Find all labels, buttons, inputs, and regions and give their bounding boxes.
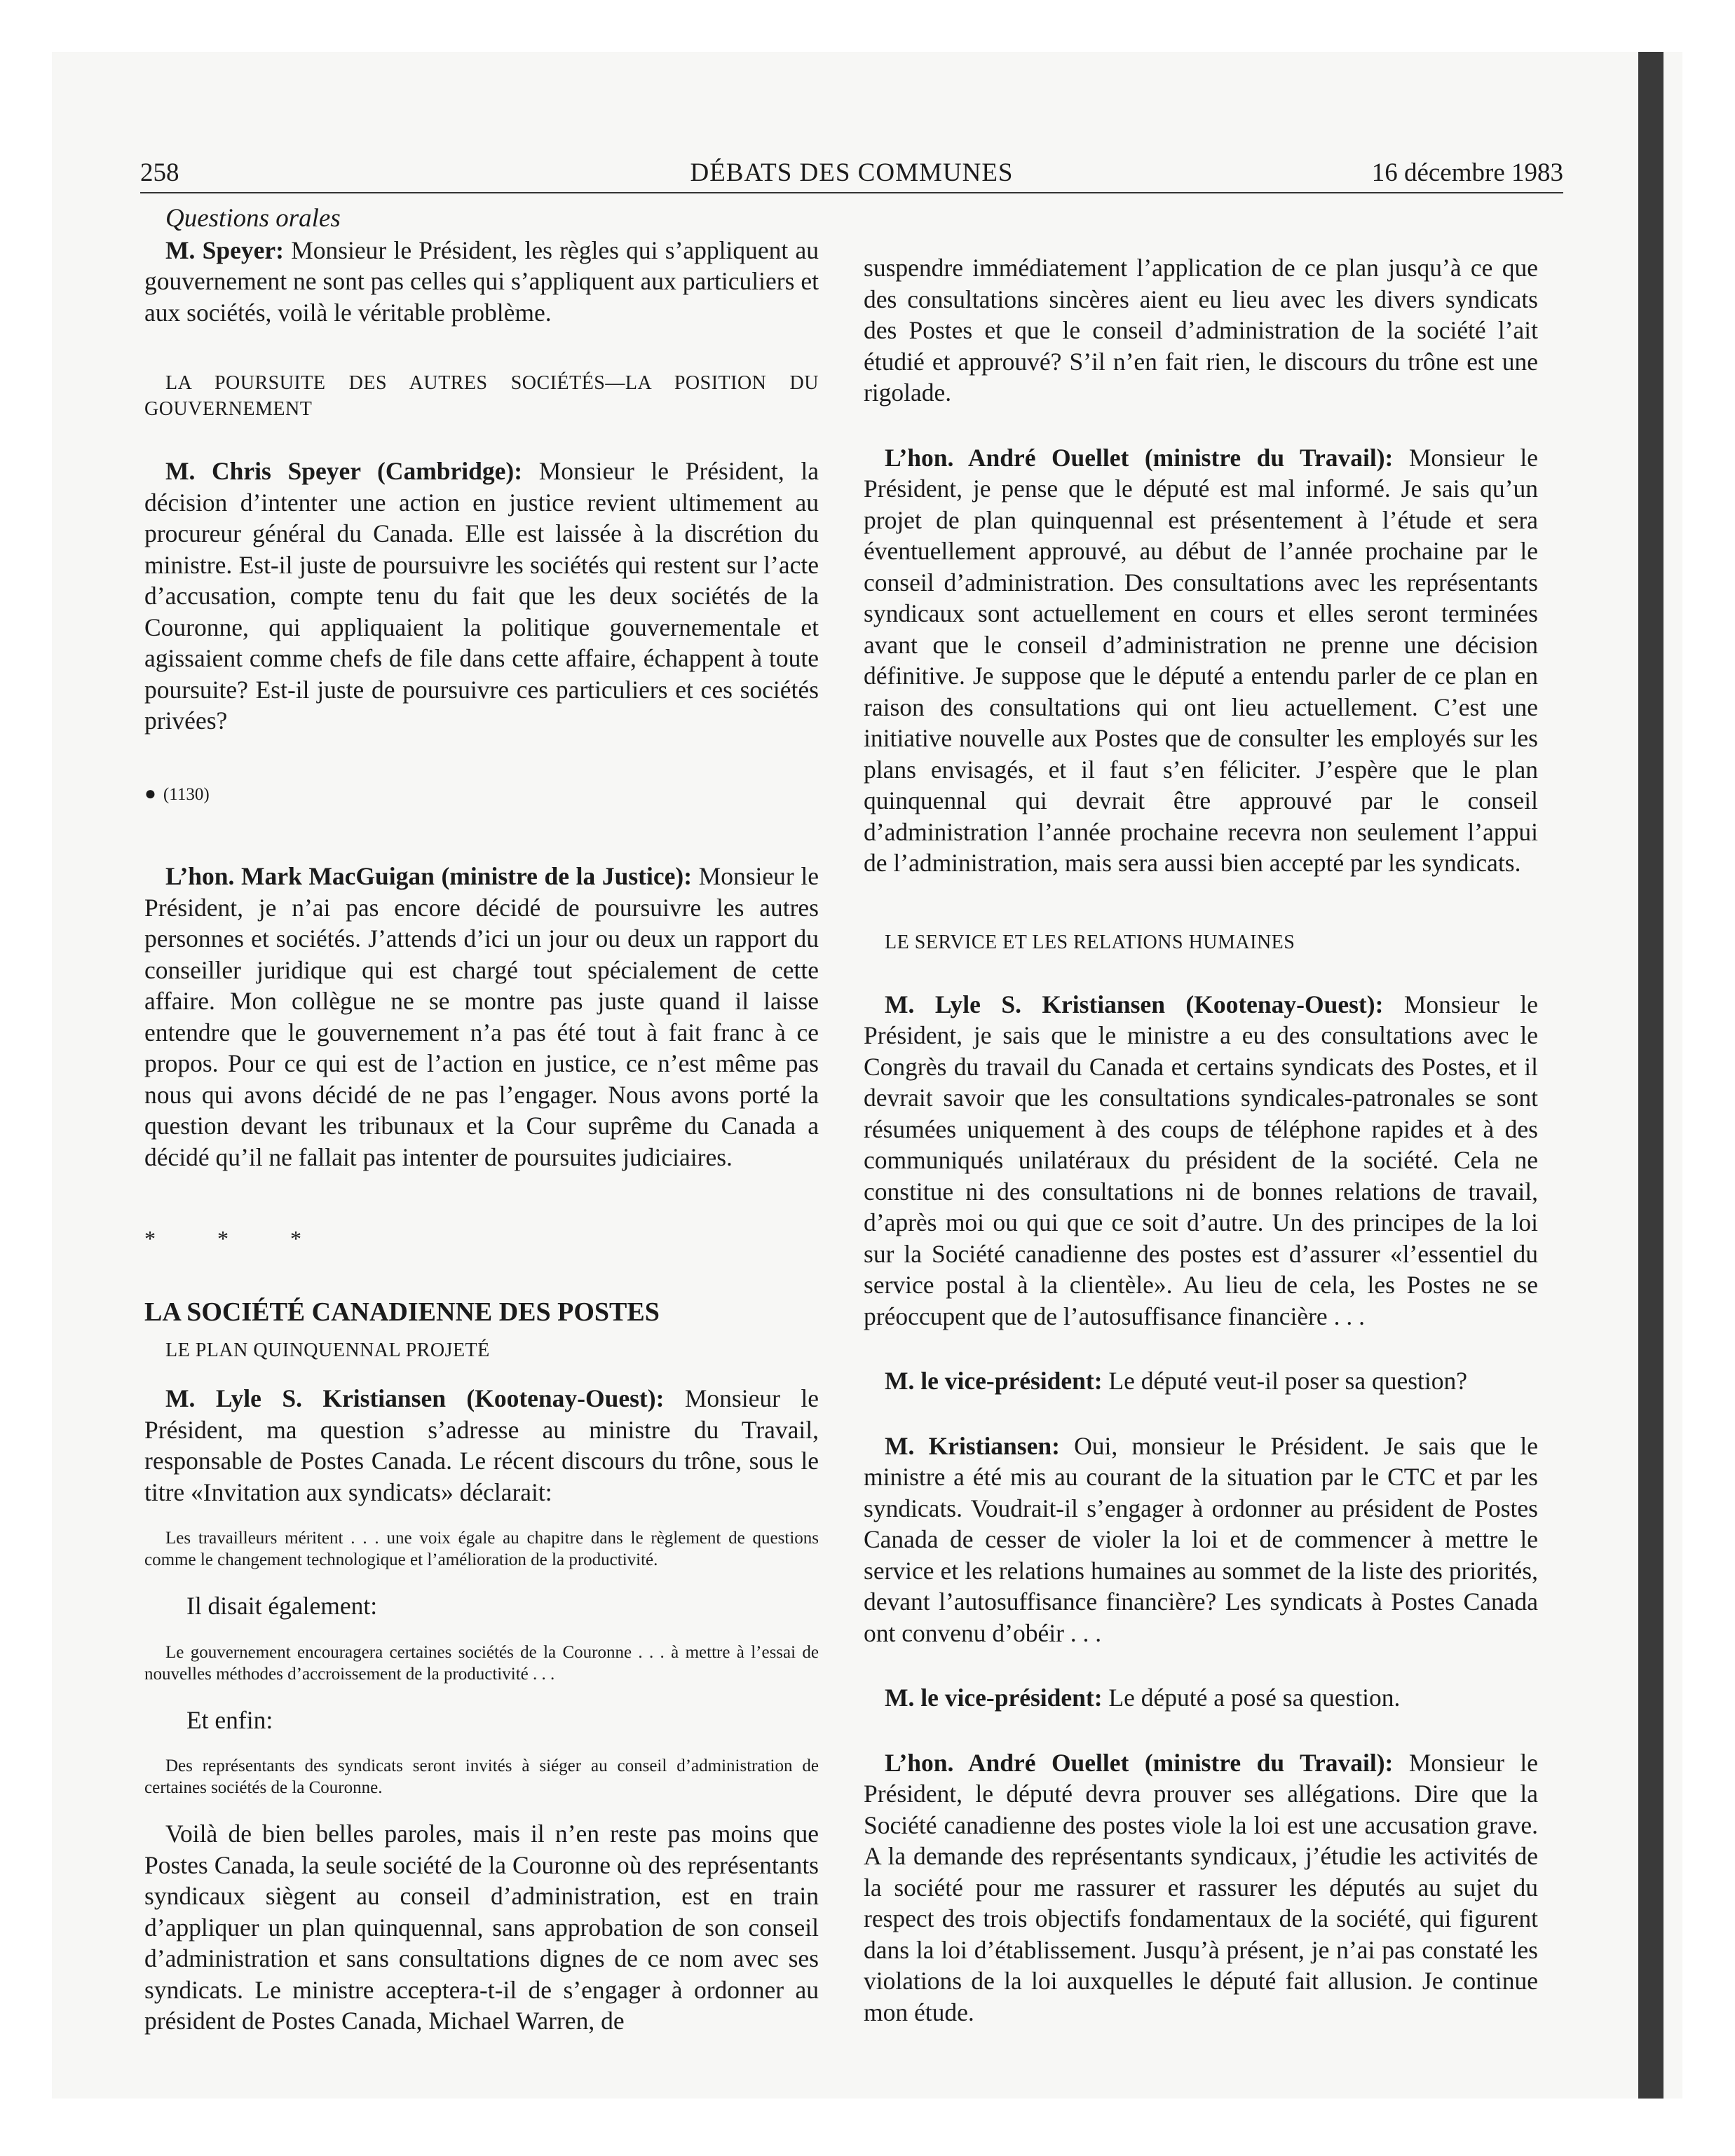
scan-edge-shadow bbox=[1638, 52, 1663, 2099]
topic-rubric: LE PLAN QUINQUENNAL PROJETÉ bbox=[165, 1339, 490, 1361]
speaker: M. Lyle S. Kristiansen (Kootenay-Ouest): bbox=[165, 1384, 665, 1412]
quotation: Des représentants des syndicats seront invités à siéger au conseil d’administration de certaines sociétés de la Couronne. bbox=[144, 1756, 819, 1797]
publication-title: DÉBATS DES COMMUNES bbox=[690, 158, 1014, 187]
page-date: 16 décembre 1983 bbox=[1371, 158, 1563, 187]
speaker: L’hon. André Ouellet (ministre du Travail): bbox=[885, 1748, 1394, 1777]
speech-paragraph: M. Lyle S. Kristiansen (Kootenay-Ouest): Monsieur le Président, ma question s’adresse au ministre du Travail, responsable de Postes Canada. Le récent discours du trône, sous le titre «Invitation aux syndicats» déclarait: bbox=[144, 1384, 819, 1506]
speech-paragraph: M. Chris Speyer (Cambridge): Monsieur le Président, la décision d’intenter une action en justice revient ultimement au procureur général du Canada. Elle est laissée à la discrétion du ministre. Est-il juste de poursuivre les sociétés qui restent sur l’acte d’accusation, compte tenu du fait que les deux sociétés de la Couronne, qui appliquaient la politique gouvernementale et agissaient comme chefs de file dans cette affaire, échappent à toute poursuite? Est-il juste de poursuivre ces particuliers et ces sociétés privées? bbox=[144, 457, 819, 735]
speech-paragraph: L’hon. André Ouellet (ministre du Travail): Monsieur le Président, je pense que le député est mal informé. Je sais qu’un projet de plan quinquennal est présentement à l’étude et sera éventuellement approuvé, au début de l’année prochaine par le conseil d’administration. Des consultations avec les représentants syndicaux sont actuellement en cours et elles seront terminées avant que le conseil d’administration ne prenne une décision définitive. Je suppose que le député a entendu parler de ce plan en raison des consultations qui ont lieu actuellement. C’est une initiative nouvelle aux Postes que de consulter les employés sur les plans envisagés, et il faut s’en féliciter. J’espère que le plan quinquennal qui devrait être approuvé par le conseil d’administration l’année prochaine recevra non seulement l’appui de l’administration, mais sera aussi bien accepté par les syndicats. bbox=[864, 443, 1538, 877]
header-rule bbox=[140, 192, 1563, 193]
page-header bbox=[140, 158, 1563, 193]
speech-paragraph: M. le vice-président: Le député a posé sa question. bbox=[885, 1684, 1401, 1712]
speaker: M. le vice-président: bbox=[885, 1367, 1103, 1395]
speaker: M. Lyle S. Kristiansen (Kootenay-Ouest): bbox=[885, 990, 1384, 1018]
speaker: L’hon. André Ouellet (ministre du Travail): bbox=[885, 443, 1394, 472]
page-number: 258 bbox=[140, 158, 179, 187]
left-column bbox=[144, 203, 819, 2037]
bullet-icon: ● bbox=[144, 782, 156, 805]
speech-paragraph: M. Speyer: Monsieur le Président, les règles qui s’appliquent au gouvernement ne sont pas celles qui s’appliquent aux particuliers et aux sociétés, voilà le véritable problème. bbox=[144, 236, 819, 327]
speech-paragraph: M. le vice-président: Le député veut-il poser sa question? bbox=[885, 1367, 1468, 1395]
section-heading: LA SOCIÉTÉ CANADIENNE DES POSTES bbox=[144, 1297, 660, 1327]
speech-paragraph: M. Kristiansen: Oui, monsieur le Président. Je sais que le ministre a été mis au courant de la situation par le CTC et par les syndicats. Voudrait-il s’engager à ordonner au président de Postes Canada de cesser de violer la loi et de commencer à mettre le service et les relations humaines au sommet de la liste des priorités, devant l’autosuffisance financière? Les syndicats à Postes Canada ont convenu d’obéir . . . bbox=[864, 1431, 1538, 1647]
speaker: M. le vice-président: bbox=[885, 1684, 1103, 1712]
quote-intro: Il disait également: bbox=[186, 1592, 378, 1620]
speech-paragraph: M. Lyle S. Kristiansen (Kootenay-Ouest): Monsieur le Président, je sais que le ministre a eu des consultations avec le Congrès du travail du Canada et certains syndicats des Postes, et il devrait savoir que les consultations syndicales-patronales se sont résumées uniquement à des coups de téléphone rapides et à des communiqués unilatéraux du président de la société. Cela ne constitue ni des consultations ni de bonnes relations de travail, d’après moi ou qui que ce soit d’autre. Un des principes de la loi sur la Société canadienne des postes est d’assurer «l’essentiel du service postal à la clientèle». Au lieu de cela, les Postes ne se préoccupent que de l’autosuffisance financière . . . bbox=[864, 990, 1538, 1330]
timestamp: ● (1130) bbox=[144, 782, 210, 805]
quote-intro: Et enfin: bbox=[186, 1705, 273, 1734]
topic-rubric: LA POURSUITE DES AUTRES SOCIÉTÉS—LA POSITION DU GOUVERNEMENT bbox=[144, 372, 819, 420]
section-title: Questions orales bbox=[165, 204, 341, 233]
section-separator: * * * bbox=[144, 1226, 329, 1251]
speech-paragraph: Voilà de bien belles paroles, mais il n’en reste pas moins que Postes Canada, la seule société de la Couronne où des représentants syndicaux siègent au conseil d’administration, est en train d’appliquer un plan quinquennal, sans approbation de son conseil d’administration et sans consultations dignes de ce nom avec ses syndicats. Le ministre acceptera-t-il de s’engager à ordonner au président de Postes Canada, Michael Warren, de bbox=[144, 1820, 819, 2035]
speaker: M. Kristiansen: bbox=[885, 1431, 1060, 1460]
right-column bbox=[864, 252, 1538, 2028]
speech-paragraph: suspendre immédiatement l’application de ce plan jusqu’à ce que des consultations sincères aient eu lieu avec les divers syndicats des Postes et que le conseil d’administration de la société l’ait étudié et approuvé? S’il n’en fait rien, le discours du trône est une rigolade. bbox=[864, 254, 1538, 407]
speech-paragraph: L’hon. André Ouellet (ministre du Travail): Monsieur le Président, le député devra prouver ses allégations. Dire que la Société canadienne des postes viole la loi est une accusation grave. A la demande des représentants syndicaux, j’étudie les activités de la société pour me rassurer et rassurer les députés au sujet du respect des trois objectifs fondamentaux de la société, qui figurent dans la loi d’établissement. Jusqu’à présent, je n’ai pas constaté les violations de la loi auxquelles le député fait allusion. Je continue mon étude. bbox=[864, 1748, 1538, 2026]
speaker: M. Speyer: bbox=[165, 236, 284, 264]
quotation: Le gouvernement encouragera certaines sociétés de la Couronne . . . à mettre à l’essai de nouvelles méthodes d’accroissement de la productivité . . . bbox=[144, 1642, 819, 1684]
speaker: M. Chris Speyer (Cambridge): bbox=[165, 457, 523, 485]
speaker: L’hon. Mark MacGuigan (ministre de la Justice): bbox=[165, 862, 693, 890]
topic-rubric: LE SERVICE ET LES RELATIONS HUMAINES bbox=[885, 931, 1295, 953]
speech-paragraph: L’hon. Mark MacGuigan (ministre de la Justice): Monsieur le Président, je n’ai pas encore décidé de poursuivre les autres personnes et sociétés. J’attends d’ici un jour ou deux un rapport du conseiller juridique qui est chargé tout spécialement de cette affaire. Mon collègue ne se montre pas juste quand il laisse entendre que le gouvernement n’a pas été tout à fait franc à ce propos. Pour ce qui est de l’action en justice, ce n’est même pas nous qui avons décidé de ne pas l’engager. Nous avons porté la question devant les tribunaux et la Cour suprême du Canada a décidé qu’il ne fallait pas intenter de poursuites judiciaires. bbox=[144, 862, 819, 1171]
quotation: Les travailleurs méritent . . . une voix égale au chapitre dans le règlement de questions comme le changement technologique et l’amélioration de la productivité. bbox=[144, 1529, 819, 1569]
